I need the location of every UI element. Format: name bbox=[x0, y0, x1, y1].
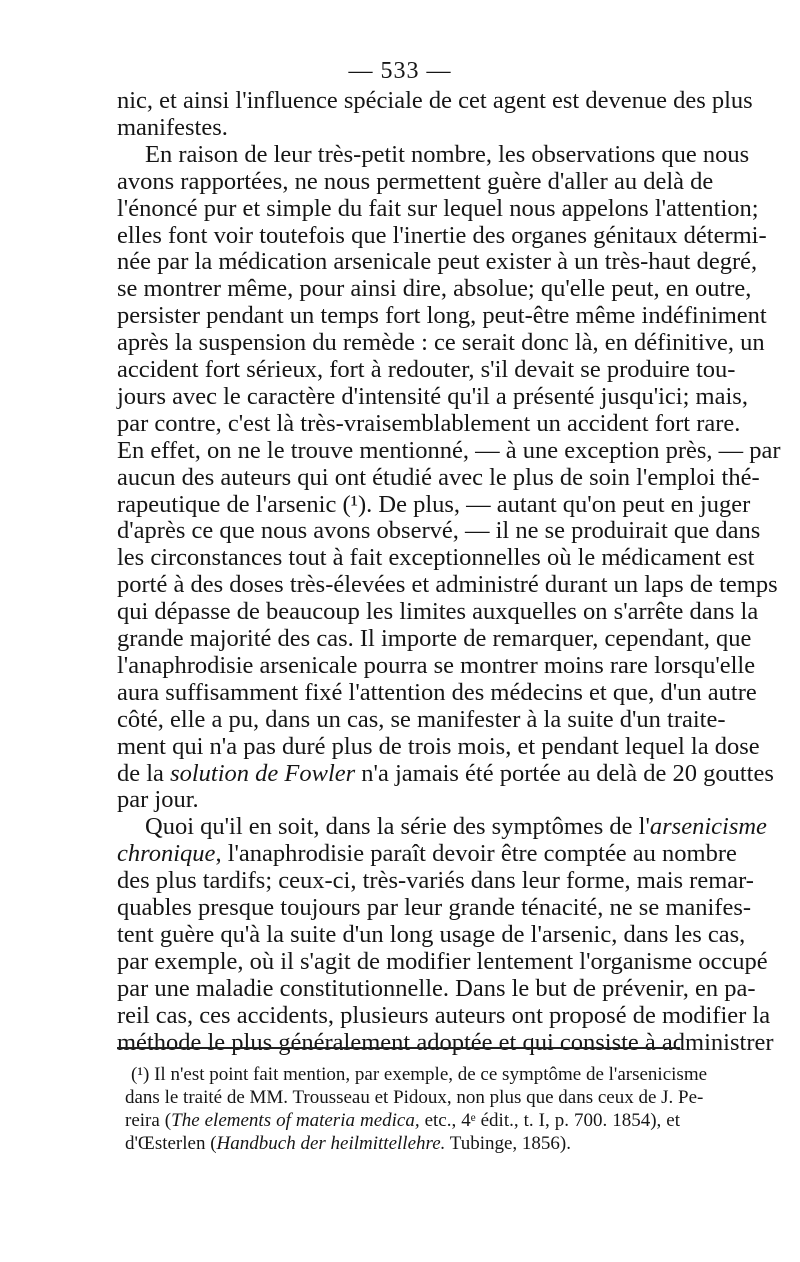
text-line: reil cas, ces accidents, plusieurs auteurs ont proposé de modifier la bbox=[117, 1001, 771, 1029]
text-line: née par la médication arsenicale peut exister à un très-haut degré, bbox=[117, 248, 758, 276]
italic-title: Handbuch der heilmittellehre. bbox=[216, 1133, 446, 1154]
italic-term: chronique bbox=[117, 840, 216, 868]
text-line: d'après ce que nous avons observé, — il ne se produirait que dans bbox=[117, 517, 761, 545]
text-line: manifestes. bbox=[117, 113, 228, 141]
text-line: Quoi qu'il en soit, dans la série des symptômes de l'arsenicisme bbox=[145, 813, 767, 841]
text-line: après la suspension du remède : ce serait donc là, en définitive, un bbox=[117, 329, 765, 357]
text-line: les circonstances tout à fait exceptionnelles où le médicament est bbox=[117, 544, 755, 572]
italic-term: arsenicisme bbox=[649, 813, 767, 841]
italic-title: The elements of materia medica, bbox=[171, 1110, 420, 1131]
text-line: chronique, l'anaphrodisie paraît devoir être comptée au nombre bbox=[117, 840, 737, 868]
text-line: En effet, on ne le trouve mentionné, — à une exception près, — par bbox=[117, 436, 781, 464]
text-line: grande majorité des cas. Il importe de remarquer, cependant, que bbox=[117, 625, 752, 652]
footnote-line: d'Œsterlen (Handbuch der heilmittellehre. Tubinge, 1856). bbox=[125, 1133, 572, 1154]
text-line: aucun des auteurs qui ont étudié avec le plus de soin l'emploi thé- bbox=[117, 463, 760, 491]
text-line: ment qui n'a pas duré plus de trois mois, et pendant lequel la dose bbox=[117, 732, 760, 760]
footnote-line: reira (The elements of materia medica, etc., 4ᵉ édit., t. I, p. 700. 1854), et bbox=[125, 1110, 680, 1131]
text-line: par exemple, où il s'agit de modifier lentement l'organisme occupé bbox=[117, 947, 768, 975]
page-number: — 533 — bbox=[348, 58, 452, 84]
text-line: l'anaphrodisie arsenicale pourra se montrer moins rare lorsqu'elle bbox=[117, 651, 756, 679]
text-line: l'énoncé pur et simple du fait sur lequel nous appelons l'attention; bbox=[117, 194, 759, 222]
text-line: de la solution de Fowler n'a jamais été portée au delà de 20 gouttes bbox=[117, 759, 774, 787]
text-line: jours avec le caractère d'intensité qu'il a présenté jusqu'ici; mais, bbox=[117, 382, 748, 410]
text-line: par contre, c'est là très-vraisemblablement un accident fort rare. bbox=[117, 409, 741, 437]
text-line: accident fort sérieux, fort à redouter, s'il devait se produire tou- bbox=[117, 356, 736, 383]
text-line: nic, et ainsi l'influence spéciale de cet agent est devenue des plus bbox=[117, 87, 753, 114]
text-line: quables presque toujours par leur grande ténacité, ne se manifes- bbox=[117, 894, 752, 921]
footnote-line: dans le traité de MM. Trousseau et Pidoux, non plus que dans ceux de J. Pe- bbox=[125, 1087, 704, 1108]
text-line: se montrer même, pour ainsi dire, absolue; qu'elle peut, en outre, bbox=[117, 275, 752, 303]
text-line: qui dépasse de beaucoup les limites auxquelles on s'arrête dans la bbox=[117, 598, 759, 626]
text-line: aura suffisamment fixé l'attention des médecins et que, d'un autre bbox=[117, 678, 757, 706]
text-line: par jour. bbox=[117, 786, 199, 814]
italic-term: solution de Fowler bbox=[170, 759, 356, 787]
footnote-line: (¹) Il n'est point fait mention, par exemple, de ce symptôme de l'arsenicisme bbox=[131, 1064, 708, 1085]
text-line: elles font voir toutefois que l'inertie des organes génitaux détermi- bbox=[117, 221, 767, 249]
text-line: des plus tardifs; ceux-ci, très-variés dans leur forme, mais remar- bbox=[117, 867, 754, 895]
text-line: tent guère qu'à la suite d'un long usage de l'arsenic, dans les cas, bbox=[117, 920, 746, 948]
text-line: rapeutique de l'arsenic (¹). De plus, — autant qu'on peut en juger bbox=[117, 490, 751, 518]
text-line: méthode le plus généralement adoptée et qui consiste à administrer bbox=[117, 1028, 774, 1056]
footnote-separator bbox=[117, 1047, 680, 1049]
text-line: par une maladie constitutionnelle. Dans le but de prévenir, en pa- bbox=[117, 974, 756, 1002]
text-line: En raison de leur très-petit nombre, les observations que nous bbox=[145, 140, 750, 168]
text-line: persister pendant un temps fort long, peut-être même indéfiniment bbox=[117, 302, 767, 330]
text-line: côté, elle a pu, dans un cas, se manifester à la suite d'un traite- bbox=[117, 705, 726, 733]
text-line: porté à des doses très-élevées et administré durant un laps de temps bbox=[117, 571, 778, 599]
text-line: avons rapportées, ne nous permettent guère d'aller au delà de bbox=[117, 167, 714, 195]
